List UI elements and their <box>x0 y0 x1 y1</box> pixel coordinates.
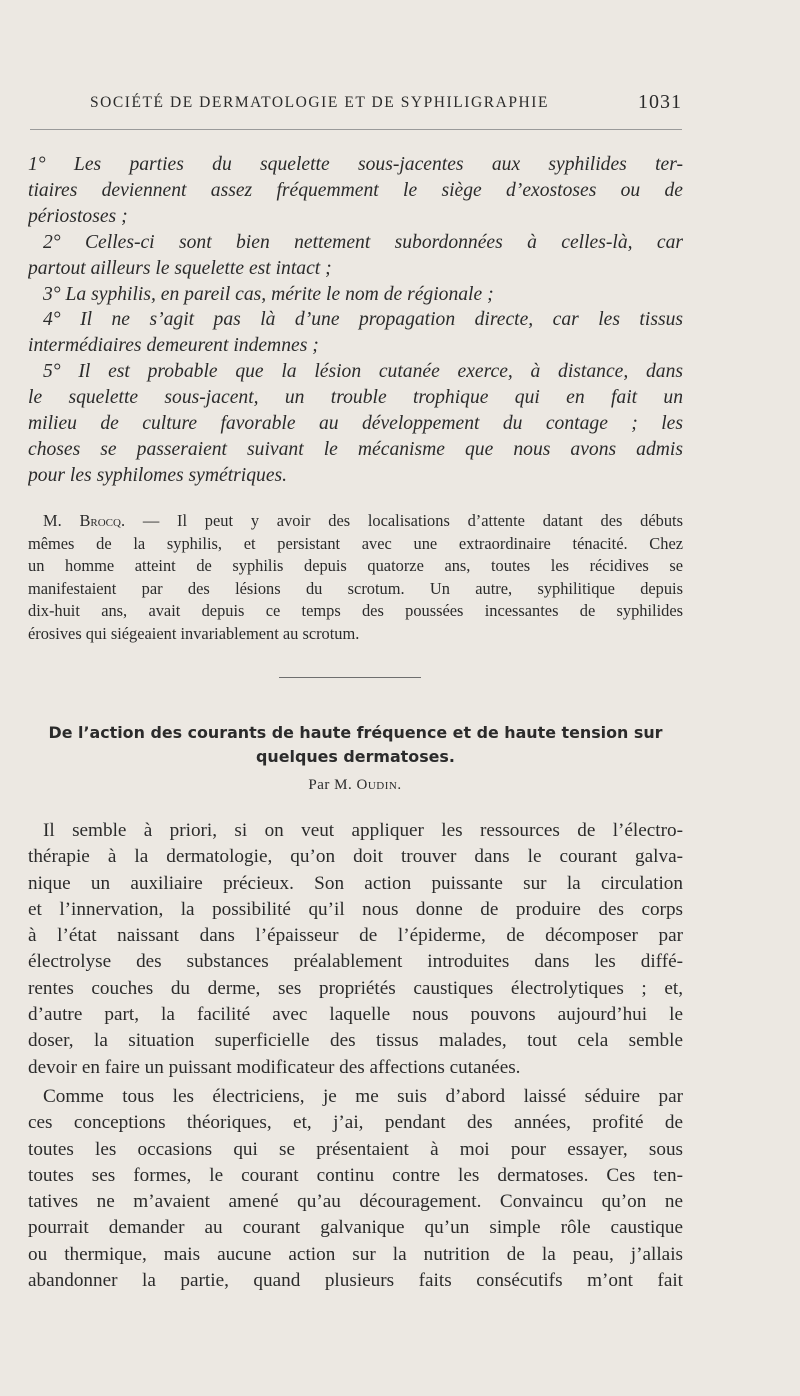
author-name: Oudin. <box>356 777 402 793</box>
paragraph-line: Comme tous les électriciens, je me suis d’abord laissé séduire par <box>43 1086 683 1107</box>
brocq-remark <box>28 510 683 646</box>
paragraph-line: ou thermique, mais aucune action sur la nutrition de la peau, j’allais <box>28 1243 683 1265</box>
conclusion-line: 2° Celles-ci sont bien nettement subordonnées à celles-là, car <box>43 231 683 253</box>
article-paragraph-2 <box>28 1084 683 1294</box>
title-line: quelques dermatoses. <box>256 747 455 766</box>
remark-line: manifestaient par des lésions du scrotum. Un autre, syphilitique depuis <box>28 578 683 598</box>
remark-line <box>28 510 683 533</box>
conclusion-line: pour les syphilomes symétriques. <box>28 464 288 486</box>
paragraph-line: et l’innervation, la possibilité qu’il nous donne de produire des corps <box>28 898 683 920</box>
paragraph-line: à l’état naissant dans l’épaisseur de l’épiderme, de décomposer par <box>28 925 683 947</box>
paragraph-line: électrolyse des substances préalablement introduites dans les diffé- <box>28 951 683 973</box>
remark-line: érosives qui siégeaient invariablement au scrotum. <box>28 623 360 643</box>
conclusion-line: 4° Il ne s’agit pas là d’une propagation directe, car les tissus <box>43 309 683 331</box>
paragraph-line: tatives ne m’avaient amené qu’au découragement. Convaincu qu’on ne <box>28 1191 683 1213</box>
conclusion-line: le squelette sous-jacent, un trouble trophique qui en fait un <box>28 387 683 409</box>
header-title: SOCIÉTÉ DE DERMATOLOGIE ET DE SYPHILIGRAPHIE <box>90 94 549 111</box>
section-separator <box>279 677 421 678</box>
remark-line: mêmes de la syphilis, et persistant avec une extraordinaire ténacité. Chez <box>28 533 683 553</box>
paragraph-line: ces conceptions théoriques, et, j’ai, pendant des années, profité de <box>28 1112 683 1134</box>
conclusion-line: tiaires deviennent assez fréquemment le siège d’exostoses ou de <box>28 179 683 201</box>
article-title <box>28 721 683 769</box>
header-rule <box>30 129 682 130</box>
paragraph-line: abandonner la partie, quand plusieurs faits consécutifs m’ont fait <box>28 1270 683 1292</box>
conclusion-line: choses se passeraient suivant le mécanisme que nous avons admis <box>28 438 683 460</box>
conclusion-line: périostoses ; <box>28 205 128 227</box>
remark-line: dix-huit ans, avait depuis ce temps des poussées incessantes de syphilides <box>28 601 683 621</box>
conclusion-line: 3° La syphilis, en pareil cas, mérite le nom de régionale ; <box>43 283 494 305</box>
remark-line: un homme atteint de syphilis depuis quatorze ans, toutes les récidives se <box>28 556 683 576</box>
conclusion-line: intermédiaires demeurent indemnes ; <box>28 335 319 357</box>
running-header <box>90 91 682 118</box>
conclusion-line: 5° Il est probable que la lésion cutanée exerce, à distance, dans <box>43 361 683 383</box>
remark-text: — Il peut y avoir des localisations d’attente datant des débuts <box>142 511 683 530</box>
title-line: De l’action des courants de haute fréquence et de haute tension sur <box>48 723 663 742</box>
page-number: 1031 <box>638 91 682 113</box>
conclusion-line: milieu de culture favorable au développement du contage ; les <box>28 413 683 435</box>
paragraph-line: rentes couches du derme, ses propriétés caustiques électrolytiques ; et, <box>28 977 683 999</box>
conclusions-list <box>28 152 683 489</box>
article-paragraph-1 <box>28 818 683 1081</box>
speaker-name: M. Brocq. <box>43 511 126 530</box>
conclusion-line: 1° Les parties du squelette sous-jacentes aux syphilides ter- <box>28 154 683 175</box>
paragraph-line: pourrait demander au courant galvanique qu’un simple rôle caustique <box>28 1217 683 1239</box>
paragraph-line: nique un auxiliaire précieux. Son action puissante sur la circulation <box>28 872 683 894</box>
article-byline <box>0 777 710 794</box>
paragraph-line: doser, la situation superficielle des tissus malades, tout cela semble <box>28 1030 683 1052</box>
byline-prefix: Par M. <box>308 777 353 793</box>
paragraph-line: thérapie à la dermatologie, qu’on doit trouver dans le courant galva- <box>28 846 683 868</box>
paragraph-line: toutes les occasions qui se présentaient à moi pour essayer, sous <box>28 1138 683 1160</box>
conclusion-line: partout ailleurs le squelette est intact ; <box>28 257 332 279</box>
paragraph-line: toutes ses formes, le courant continu contre les dermatoses. Ces ten- <box>28 1164 683 1186</box>
paragraph-line: Il semble à priori, si on veut appliquer les ressources de l’électro- <box>43 820 683 841</box>
paragraph-line: d’autre part, la facilité avec laquelle nous pouvons aujourd’hui le <box>28 1004 683 1026</box>
paragraph-line: devoir en faire un puissant modificateur des affections cutanées. <box>28 1056 521 1078</box>
